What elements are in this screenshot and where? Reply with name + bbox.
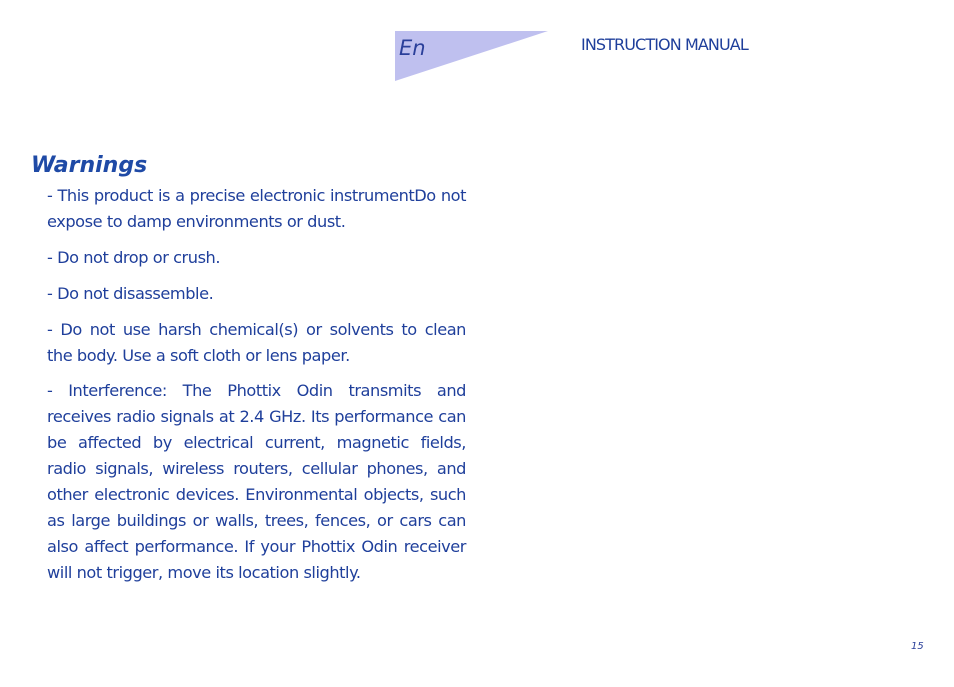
manual-title: INSTRUCTION MANUAL (581, 35, 748, 54)
warning-item-chemicals: - Do not use harsh chemical(s) or solvents to clean the body. Use a soft cloth or lens paper. (47, 319, 466, 365)
language-label: En (399, 36, 426, 60)
language-tab (395, 31, 548, 81)
page-number: 15 (911, 641, 924, 652)
warning-item-electronic: - This product is a precise electronic instrumentDo not expose to damp environments or dust. (47, 186, 466, 231)
warning-item-disassemble: - Do not disassemble. (47, 283, 214, 303)
warnings-list (47, 183, 466, 596)
section-heading-warnings: Warnings (31, 153, 148, 178)
warning-item-drop: - Do not drop or crush. (47, 247, 221, 267)
warning-item-interference: - Interference: The Phottix Odin transmits and receives radio signals at 2.4 GHz. Its performance can be affected by electrical current, magnetic fields, radio signals, wireless routers, cellular phones, and other electronic devices. Environmental objects, such as large buildings or walls, trees, fences, or cars can also affect performance. If your Phottix Odin receiver will not trigger, move its location slightly. (47, 381, 466, 582)
